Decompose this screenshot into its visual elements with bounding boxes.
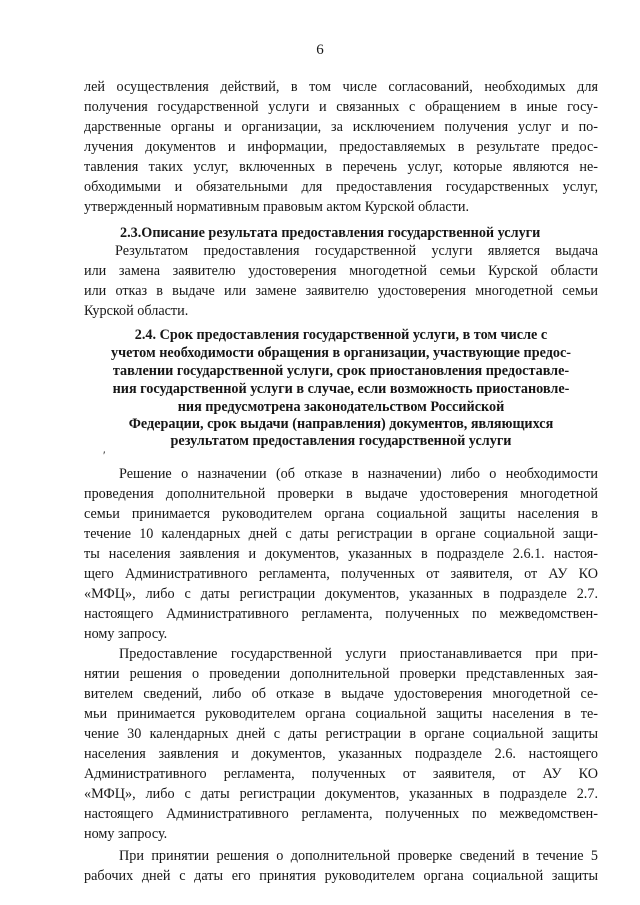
- text-line: ты населения заявления и документов, указанных в подразделе 2.6.1. настоя-: [84, 546, 598, 562]
- text-line: лей осуществления действий, в том числе согласований, необходимых для: [84, 79, 598, 95]
- text-line: или отказ в выдаче или замене заявителю удостоверения многодетной семьи: [84, 283, 598, 299]
- text-line: течение 10 календарных дней с даты регистрации в органе социальной защи-: [84, 526, 598, 542]
- section-heading-line: тавлении государственной услуги, срок приостановления предоставле-: [112, 363, 570, 379]
- text-line: Результатом предоставления государственной услуги является выдача: [115, 243, 598, 259]
- text-line: рабочих дней с даты его принятия руководителем органа социальной защиты: [84, 868, 598, 884]
- section-heading-line: Федерации, срок выдачи (направления) документов, являющихся: [128, 416, 554, 432]
- text-line: Решение о назначении (об отказе в назначении) либо о необходимости: [119, 466, 598, 482]
- section-heading-line: 2.4. Срок предоставления государственной услуги, в том числе с: [134, 327, 548, 343]
- text-line: ному запросу.: [84, 826, 168, 842]
- text-line: «МФЦ», либо с даты регистрации документов, указанных в подразделе 2.7.: [84, 586, 598, 602]
- text-line: Административного регламента, полученных от заявителя, от АУ КО: [84, 766, 598, 782]
- section-heading-line: ния предусмотрена законодательством Российской: [177, 399, 505, 415]
- text-line: нятии решения о проведении дополнительной проверки представленных зая-: [84, 666, 598, 682]
- section-heading-line: ния государственной услуги в случае, если возможность приостановле-: [112, 381, 570, 397]
- text-line: Предоставление государственной услуги приостанавливается при при-: [119, 646, 598, 662]
- text-line: Курской области.: [84, 303, 189, 319]
- text-line: обходимыми и обязательными для предоставления государственных услуг,: [84, 179, 598, 195]
- text-line: проведения дополнительной проверки в выдаче удостоверения многодетной: [84, 486, 598, 502]
- text-line: семьи принимается руководителем органа социальной защиты населения в: [84, 506, 598, 522]
- scan-mark-icon: ′: [103, 448, 106, 462]
- text-line: тавления таких услуг, включенных в перечень услуг, которые являются не-: [84, 159, 598, 175]
- text-line: мьи принимается руководителем органа социальной защиты населения в те-: [84, 706, 598, 722]
- text-line: вителем сведений, либо об отказе в выдаче удостоверения многодетной се-: [84, 686, 598, 702]
- text-line: чение 30 календарных дней с даты регистрации в органе социальной защиты: [84, 726, 598, 742]
- text-line: настоящего Административного регламента, полученных по межведомствен-: [84, 806, 598, 822]
- page-number: 6: [316, 42, 324, 58]
- section-heading: 2.3.Описание результата предоставления государственной услуги: [120, 225, 541, 241]
- text-line: получения государственной услуги и связанных с обращением в иные госу-: [84, 99, 598, 115]
- text-line: или замена заявителю удостоверения многодетной семьи Курской области: [84, 263, 598, 279]
- text-line: ному запросу.: [84, 626, 168, 642]
- text-line: лучения документов и информации, предоставляемых в результате предос-: [84, 139, 598, 155]
- text-line: При принятии решения о дополнительной проверке сведений в течение 5: [119, 848, 598, 864]
- text-line: утвержденный нормативным правовым актом Курской области.: [84, 199, 470, 215]
- section-heading-line: учетом необходимости обращения в организации, участвующие предос-: [110, 345, 571, 361]
- text-line: дарственные органы и организации, за исключением получения услуг и по-: [84, 119, 598, 135]
- text-line: настоящего Административного регламента, полученных по межведомствен-: [84, 606, 598, 622]
- text-line: «МФЦ», либо с даты регистрации документов, указанных в подразделе 2.7.: [84, 786, 598, 802]
- text-line: населения заявления и документов, указанных подразделе 2.6. настоящего: [84, 746, 598, 762]
- section-heading-line: результатом предоставления государственной услуги: [170, 433, 512, 449]
- text-line: щего Административного регламента, полученных от заявителя, от АУ КО: [84, 566, 598, 582]
